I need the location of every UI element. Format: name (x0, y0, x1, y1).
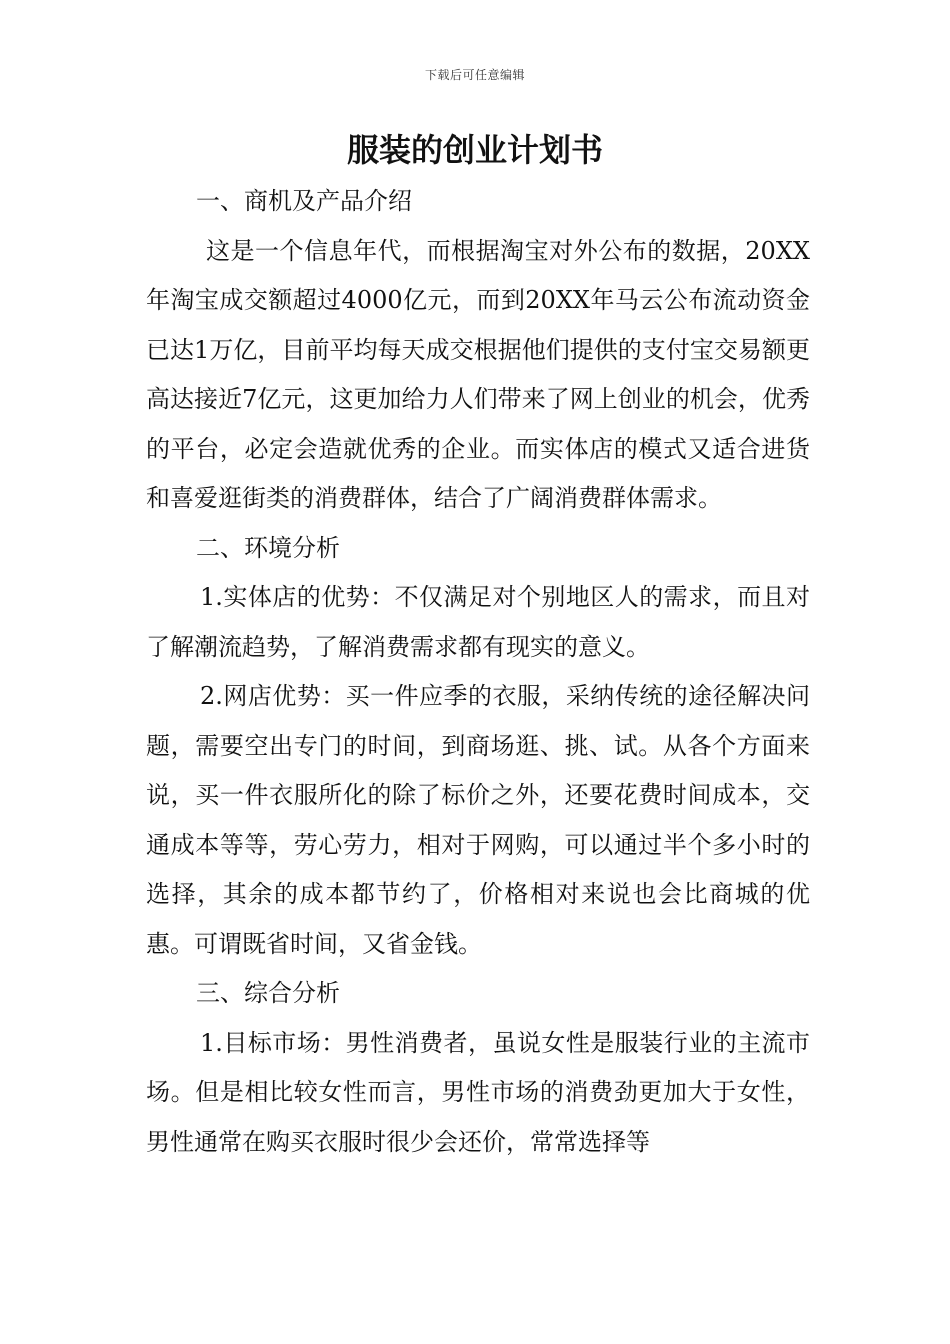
body-paragraph: 1.目标市场：男性消费者，虽说女性是服装行业的主流市场。但是相比较女性而言，男性市场的消费劲更加大于女性，男性通常在购买衣服时很少会还价，常常选择等 (146, 1028, 810, 1156)
body-paragraph: 1.实体店的优势：不仅满足对个别地区人的需求，而且对了解潮流趋势，了解消费需求都有现实的意义。 (146, 583, 810, 661)
section-heading: 一、商机及产品介绍 (196, 187, 412, 215)
body-paragraph: 这是一个信息年代，而根据淘宝对外公布的数据，20XX年淘宝成交额超过4000亿元，而到20XX年马云公布流动资金已达1万亿，目前平均每天成交根据他们提供的支付宝交易额更高达接近7亿元，这更加给力人们带来了网上创业的机会，优秀的平台，必定会造就优秀的企业。而实体店的模式又适合进货和喜爱逛街类的消费群体，结合了广阔消费群体需求。 (146, 236, 810, 512)
body-paragraph: 2.网店优势：买一件应季的衣服，采纳传统的途径解决问题，需要空出专门的时间，到商场逛、挑、试。从各个方面来说，买一件衣服所化的除了标价之外，还要花费时间成本，交通成本等等，劳心劳力，相对于网购，可以通过半个多小时的选择，其余的成本都节约了，价格相对来说也会比商城的优惠。可谓既省时间，又省金钱。 (146, 682, 810, 958)
header-note: 下载后可任意编辑 (424, 68, 525, 82)
section-heading: 二、环境分析 (196, 533, 340, 562)
section-heading: 三、综合分析 (196, 979, 340, 1007)
document-title: 服装的创业计划书 (346, 131, 603, 169)
document-body (146, 177, 810, 1167)
